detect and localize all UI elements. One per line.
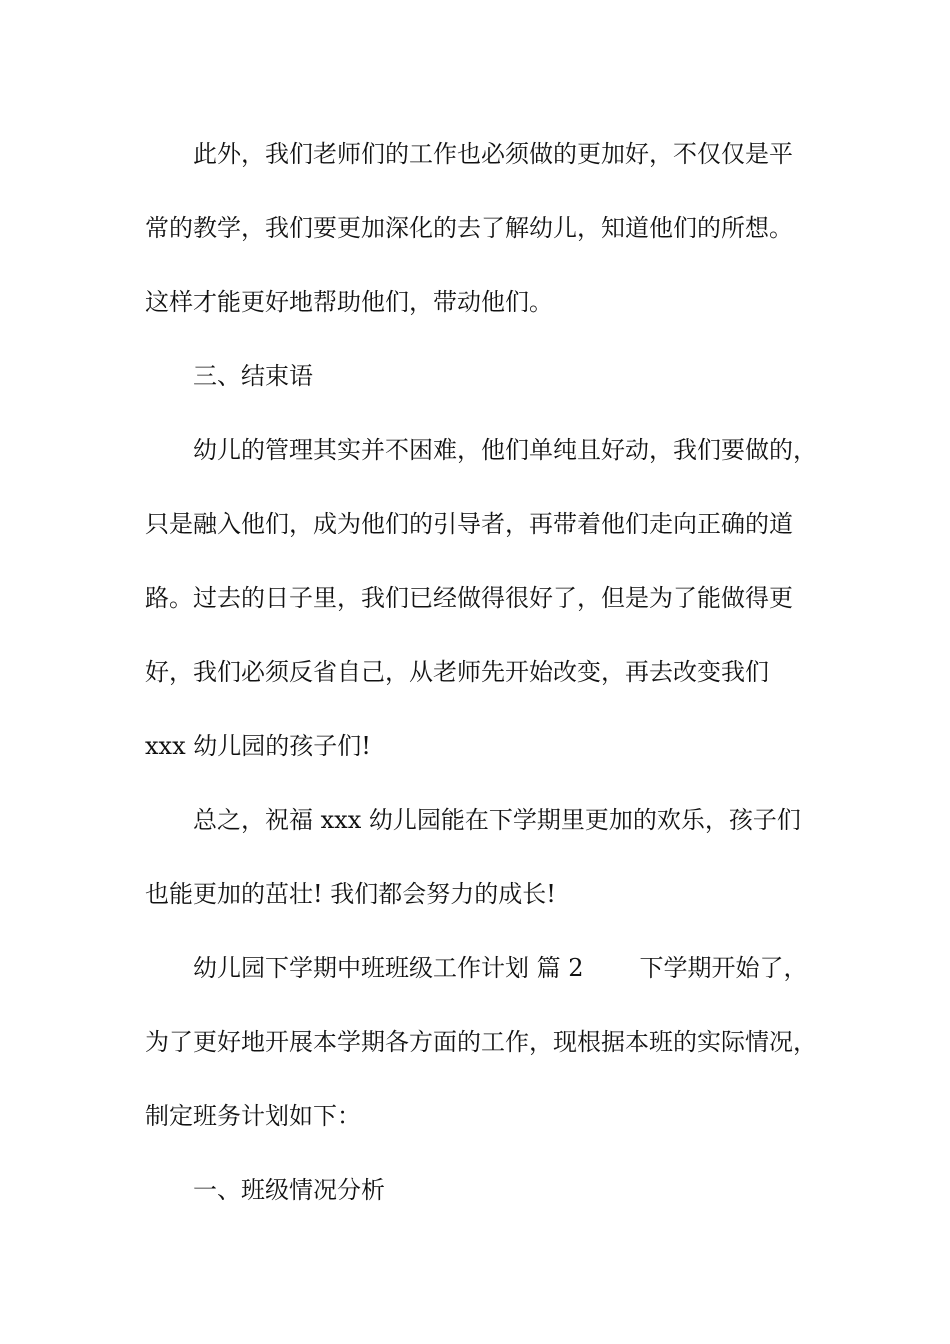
paragraph-line: 也能更加的茁壮! 我们都会努力的成长! xyxy=(145,880,556,908)
paragraph-line: 制定班务计划如下： xyxy=(145,1102,361,1130)
paragraph-line xyxy=(193,951,808,985)
paragraph-line: 总之，祝福 xxx 幼儿园能在下学期里更加的欢乐，孩子们 xyxy=(193,806,801,834)
section-heading: 三、结束语 xyxy=(193,362,313,390)
section-heading: 一、班级情况分析 xyxy=(193,1176,385,1204)
paragraph-line: 路。过去的日子里，我们已经做得很好了，但是为了能做得更 xyxy=(145,584,793,612)
paragraph-line: 为了更好地开展本学期各方面的工作，现根据本班的实际情况， xyxy=(145,1028,817,1056)
paragraph-line: 好，我们必须反省自己，从老师先开始改变，再去改变我们 xyxy=(145,658,769,686)
plan-title: 幼儿园下学期中班班级工作计划 篇 2 xyxy=(193,954,584,982)
paragraph-line: 常的教学，我们要更加深化的去了解幼儿，知道他们的所想。 xyxy=(145,214,793,242)
paragraph-line: 幼儿的管理其实并不困难，他们单纯且好动，我们要做的， xyxy=(193,436,817,464)
paragraph-line: 只是融入他们，成为他们的引导者，再带着他们走向正确的道 xyxy=(145,510,793,538)
paragraph-line: xxx 幼儿园的孩子们! xyxy=(145,732,371,760)
paragraph-line: 此外，我们老师们的工作也必须做的更加好，不仅仅是平 xyxy=(193,140,793,168)
paragraph-text: 下学期开始了， xyxy=(639,954,808,982)
paragraph-line: 这样才能更好地帮助他们，带动他们。 xyxy=(145,288,553,316)
